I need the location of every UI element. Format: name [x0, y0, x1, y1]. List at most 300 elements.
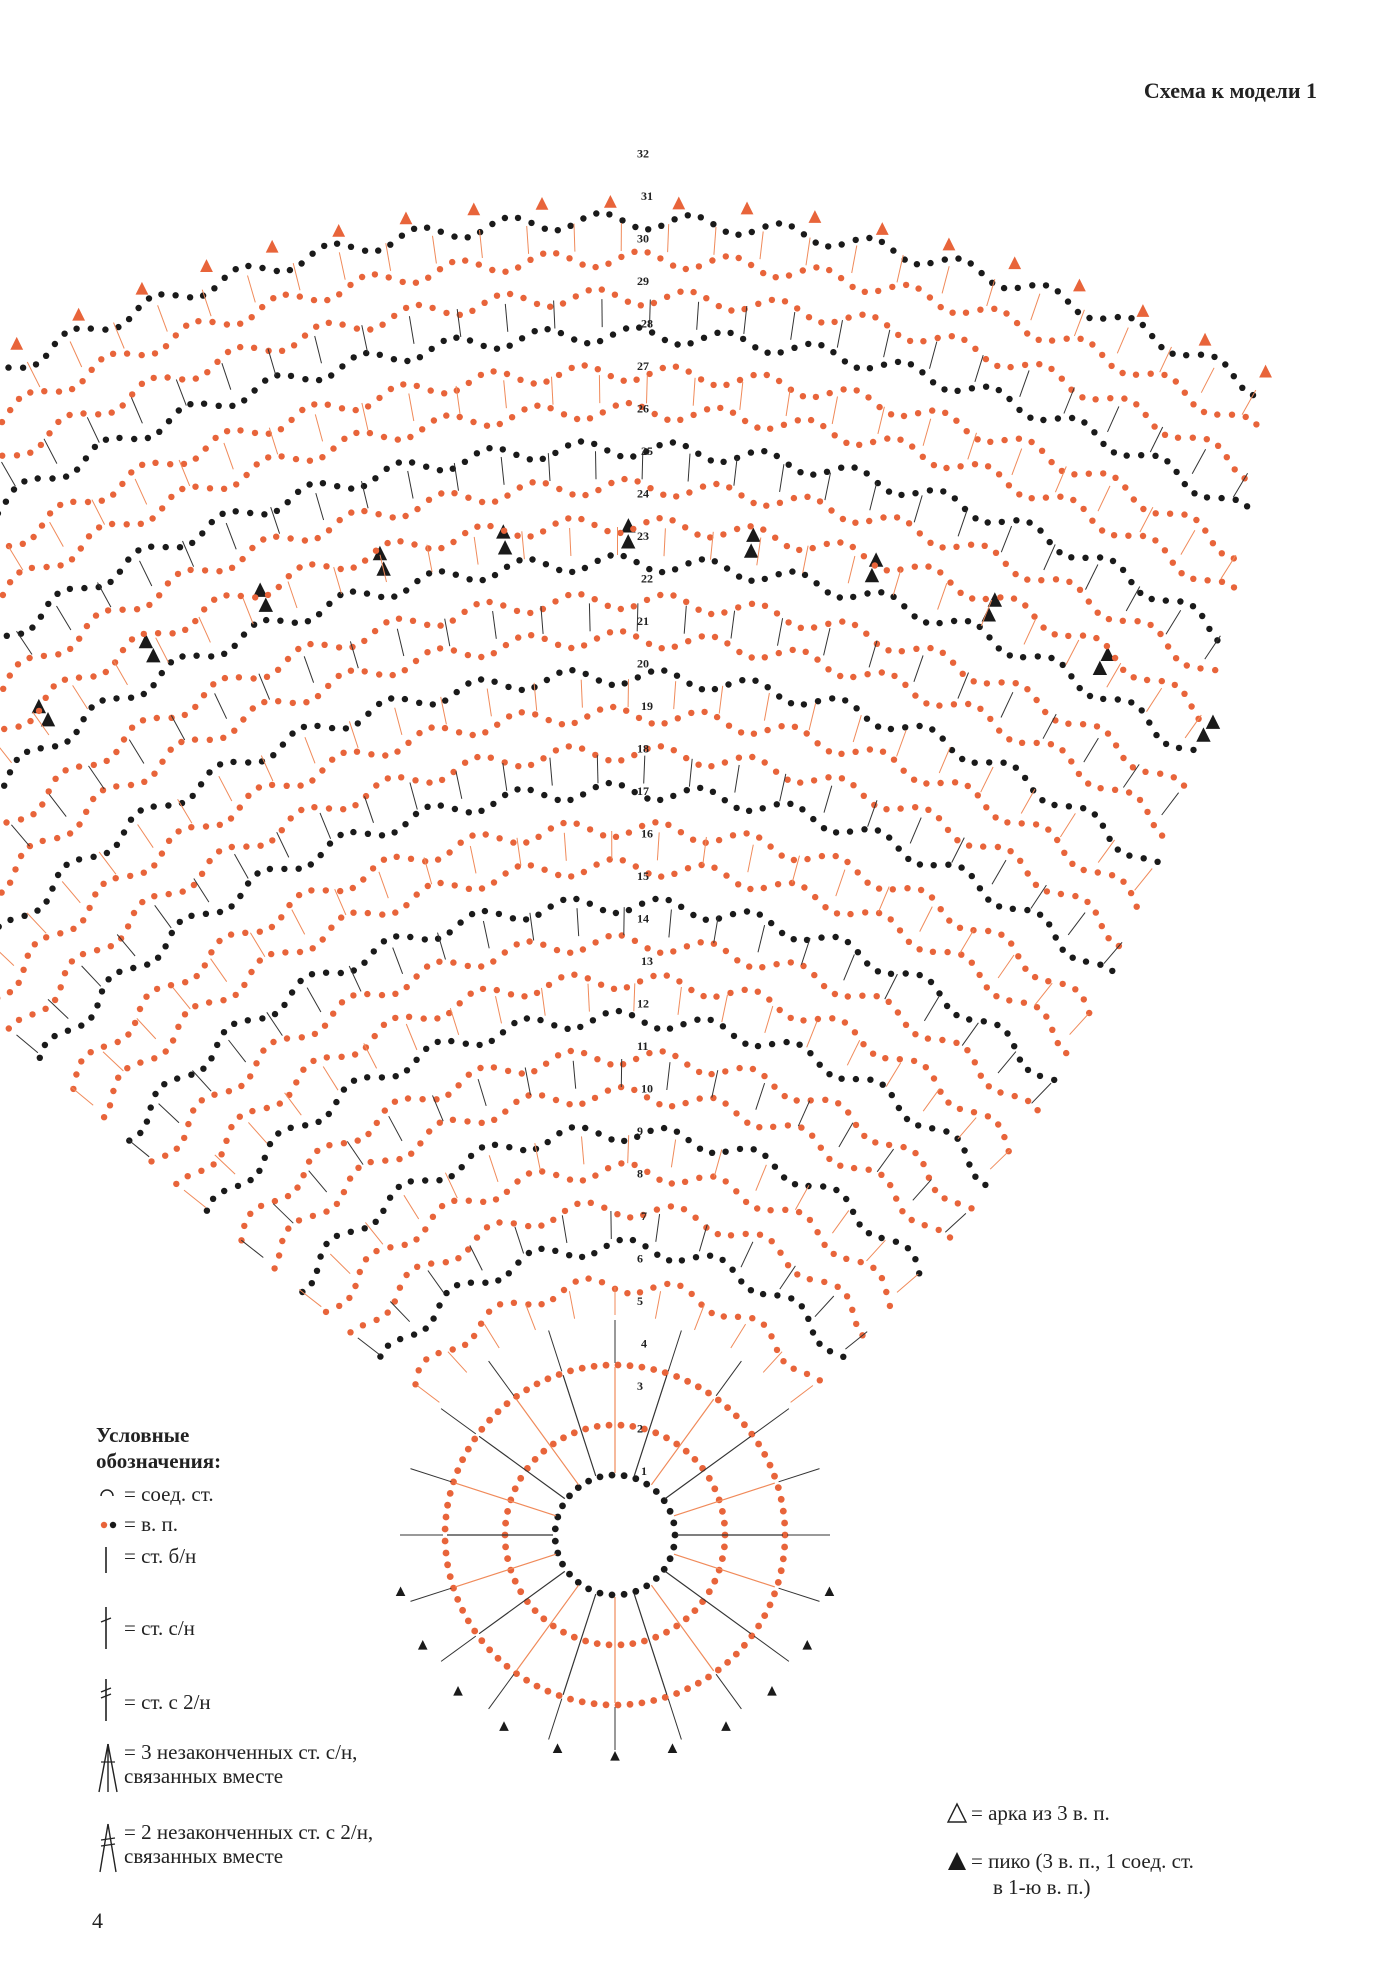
stitch-stroke: [674, 681, 676, 709]
stitch-stroke: [897, 255, 903, 282]
chain-stitch: [690, 837, 696, 843]
stitch-stroke: [754, 1409, 789, 1434]
chain-stitch: [86, 533, 92, 539]
chain-stitch: [336, 1303, 342, 1309]
chain-stitch: [517, 1588, 524, 1595]
chain-stitch: [1086, 315, 1092, 321]
chain-stitch: [726, 723, 732, 729]
chain-stitch: [649, 720, 655, 726]
chain-stitch: [187, 567, 193, 573]
chain-stitch: [1131, 674, 1137, 680]
chain-stitch: [250, 705, 256, 711]
chain-stitch: [3, 819, 9, 825]
chain-stitch: [769, 1041, 775, 1047]
chain-stitch: [392, 1099, 398, 1105]
chain-stitch: [757, 911, 763, 917]
stitch-stroke: [128, 1139, 150, 1157]
chain-stitch: [391, 356, 397, 362]
chain-stitch: [465, 652, 471, 658]
chain-stitch: [92, 891, 98, 897]
chain-stitch: [468, 1153, 474, 1159]
row-number-label: 8: [637, 1166, 643, 1181]
chain-stitch: [282, 949, 288, 955]
chain-stitch: [777, 1250, 783, 1256]
chain-stitch: [99, 988, 105, 994]
chain-stitch: [119, 481, 125, 487]
chain-stitch: [1172, 682, 1178, 688]
chain-stitch: [653, 1575, 660, 1582]
chain-stitch: [270, 295, 276, 301]
chain-stitch: [618, 1160, 624, 1166]
chain-stitch: [314, 723, 320, 729]
chain-stitch: [459, 1607, 466, 1614]
chain-stitch: [966, 842, 972, 848]
chain-stitch: [591, 441, 597, 447]
chain-stitch: [532, 711, 538, 717]
chain-stitch: [996, 645, 1002, 651]
chain-stitch: [293, 456, 299, 462]
stitch-stroke: [347, 1141, 363, 1164]
chain-stitch: [281, 1002, 287, 1008]
chain-stitch: [603, 1362, 610, 1369]
chain-stitch: [685, 865, 691, 871]
chain-stitch: [582, 492, 588, 498]
chain-stitch: [500, 1029, 506, 1035]
chain-stitch: [796, 547, 802, 553]
chain-stitch: [870, 439, 876, 445]
chain-stitch: [942, 256, 948, 262]
chain-stitch: [219, 511, 225, 517]
chain-stitch: [1113, 742, 1119, 748]
chain-stitch: [504, 1663, 511, 1670]
chain-stitch: [912, 490, 918, 496]
chain-stitch: [519, 335, 525, 341]
stitch-stroke: [137, 1018, 156, 1039]
chain-stitch: [667, 1025, 673, 1031]
chain-stitch: [1048, 655, 1054, 661]
chain-stitch: [1104, 643, 1110, 649]
chain-stitch: [209, 519, 215, 525]
stitch-stroke: [668, 224, 669, 252]
chain-stitch: [14, 452, 20, 458]
chain-stitch: [231, 728, 237, 734]
chain-stitch: [417, 354, 423, 360]
chain-stitch: [1025, 1098, 1031, 1104]
chain-stitch: [872, 1139, 878, 1145]
chain-stitch: [743, 1199, 749, 1205]
chain-stitch: [555, 872, 561, 878]
chain-stitch: [952, 779, 958, 785]
chain-stitch: [211, 597, 217, 603]
chain-stitch: [736, 649, 742, 655]
chain-stitch: [1128, 890, 1134, 896]
chain-stitch: [352, 1283, 358, 1289]
stitch-stroke: [159, 1104, 179, 1123]
chain-stitch: [159, 505, 165, 511]
chain-stitch: [852, 1029, 858, 1035]
chain-stitch: [173, 1181, 179, 1187]
chain-stitch: [385, 775, 391, 781]
chain-stitch: [821, 1279, 827, 1285]
chain-stitch: [923, 619, 929, 625]
picot-mark: [621, 534, 635, 548]
picot-mark: [1199, 333, 1212, 346]
chain-stitch: [1011, 1043, 1017, 1049]
chain-stitch: [650, 973, 656, 979]
chain-stitch: [1211, 354, 1217, 360]
chain-stitch: [0, 419, 5, 425]
chain-stitch: [1068, 758, 1074, 764]
chain-stitch: [1222, 361, 1228, 367]
stitch-stroke: [634, 983, 635, 1011]
picot-mark: [672, 197, 685, 210]
chain-stitch: [139, 462, 145, 468]
chain-stitch: [502, 269, 508, 275]
chain-stitch: [474, 1234, 480, 1240]
stitch-stroke: [315, 414, 322, 441]
stitch-stroke: [222, 363, 231, 390]
chain-stitch: [742, 1041, 748, 1047]
chain-stitch: [1190, 401, 1196, 407]
stitch-stroke: [832, 397, 837, 425]
chain-stitch: [781, 422, 787, 428]
chain-stitch: [141, 870, 147, 876]
chain-stitch: [39, 522, 45, 528]
chain-stitch: [435, 1039, 441, 1045]
stitch-stroke: [489, 1361, 514, 1396]
chain-stitch: [833, 853, 839, 859]
chain-stitch: [1046, 921, 1052, 927]
chain-stitch: [1173, 378, 1179, 384]
stitch-stroke: [248, 1122, 267, 1143]
chain-stitch: [482, 1280, 488, 1286]
chain-stitch: [561, 1287, 567, 1293]
chain-stitch: [936, 815, 942, 821]
chain-stitch: [513, 1393, 520, 1400]
chain-stitch: [696, 1069, 702, 1075]
chain-stitch: [888, 971, 894, 977]
stitch-stroke: [689, 759, 692, 787]
chain-stitch: [279, 827, 285, 833]
chain-stitch: [605, 757, 611, 763]
chain-stitch: [328, 925, 334, 931]
chain-stitch: [150, 682, 156, 688]
chain-stitch: [591, 522, 597, 528]
chain-stitch: [90, 796, 96, 802]
chain-stitch: [1024, 576, 1030, 582]
chain-stitch: [679, 1257, 685, 1263]
chain-stitch: [566, 1101, 572, 1107]
chain-stitch: [657, 950, 663, 956]
chain-stitch: [566, 1493, 573, 1500]
chain-stitch: [494, 293, 500, 299]
chain-stitch: [690, 412, 696, 418]
chain-stitch: [574, 1201, 580, 1207]
chain-stitch: [52, 743, 58, 749]
chain-stitch: [146, 602, 152, 608]
chain-stitch: [777, 1007, 783, 1013]
chain-stitch: [236, 674, 242, 680]
chain-stitch: [528, 862, 534, 868]
chain-stitch: [903, 1022, 909, 1028]
chain-stitch: [88, 1014, 94, 1020]
chain-stitch: [767, 1462, 774, 1469]
chain-stitch: [1143, 412, 1149, 418]
chain-stitch: [559, 1503, 566, 1510]
chain-stitch: [54, 591, 60, 597]
chain-stitch: [541, 867, 547, 873]
chain-stitch: [437, 622, 443, 628]
chain-stitch: [545, 1375, 552, 1382]
chain-stitch: [1097, 554, 1103, 560]
stitch-stroke: [409, 316, 414, 344]
chain-stitch: [850, 544, 856, 550]
chain-stitch: [187, 401, 193, 407]
chain-stitch: [791, 857, 797, 863]
chain-stitch: [166, 891, 172, 897]
chain-stitch: [52, 776, 58, 782]
chain-stitch: [920, 454, 926, 460]
chain-stitch: [1126, 852, 1132, 858]
chain-stitch: [353, 430, 359, 436]
chain-stitch: [338, 566, 344, 572]
stitch-stroke: [1035, 983, 1052, 1005]
stitch-stroke: [791, 1386, 813, 1403]
chain-stitch: [807, 1050, 813, 1056]
chain-stitch: [69, 556, 75, 562]
stitch-stroke: [530, 913, 534, 941]
stitch-stroke: [597, 755, 598, 783]
stitch-stroke: [839, 1123, 853, 1147]
chain-stitch: [428, 1260, 434, 1266]
chain-stitch: [1125, 533, 1131, 539]
chain-stitch: [437, 645, 443, 651]
chain-stitch: [597, 338, 603, 344]
stitch-stroke: [1181, 530, 1195, 554]
stitch-stroke: [505, 304, 508, 332]
chain-stitch: [884, 567, 890, 573]
chain-stitch: [443, 1259, 449, 1265]
chain-stitch: [886, 999, 892, 1005]
chain-stitch: [309, 777, 315, 783]
chain-stitch: [438, 229, 444, 235]
chain-stitch: [554, 1514, 561, 1521]
chain-stitch: [844, 859, 850, 865]
chain-stitch: [1054, 837, 1060, 843]
chain-stitch: [654, 1252, 660, 1258]
chain-stitch: [523, 916, 529, 922]
chain-stitch: [0, 510, 1, 516]
chain-stitch: [800, 393, 806, 399]
chain-stitch: [1019, 820, 1025, 826]
chain-stitch: [795, 417, 801, 423]
chain-stitch: [119, 607, 125, 613]
chain-stitch: [291, 342, 297, 348]
chain-stitch: [618, 757, 624, 763]
chain-stitch: [1081, 996, 1087, 1002]
chain-stitch: [20, 365, 26, 371]
chain-stitch: [925, 563, 931, 569]
chain-stitch: [502, 1520, 509, 1527]
chain-stitch: [681, 1206, 687, 1212]
chain-stitch: [447, 929, 453, 935]
chain-stitch: [1013, 765, 1019, 771]
chain-stitch: [320, 936, 326, 942]
chain-stitch: [773, 769, 779, 775]
chain-stitch: [755, 1043, 761, 1049]
chain-stitch: [611, 986, 617, 992]
stitch-stroke: [731, 611, 735, 639]
chain-stitch: [338, 1054, 344, 1060]
picot-mark: [396, 1586, 406, 1596]
chain-stitch: [110, 351, 116, 357]
chain-stitch: [466, 886, 472, 892]
chain-stitch: [426, 779, 432, 785]
chain-stitch: [285, 1193, 291, 1199]
stitch-stroke: [504, 380, 507, 408]
chain-stitch: [69, 958, 75, 964]
chain-stitch: [780, 1508, 787, 1515]
chain-stitch: [1048, 366, 1054, 372]
chain-stitch: [362, 248, 368, 254]
chain-stitch: [678, 829, 684, 835]
stitch-stroke: [1086, 565, 1098, 590]
stitch-stroke: [445, 619, 450, 647]
chain-stitch: [594, 1640, 601, 1647]
stitch-stroke: [741, 1242, 753, 1267]
chain-stitch: [482, 908, 488, 914]
chain-stitch: [478, 372, 484, 378]
picot-mark: [400, 212, 413, 225]
chain-stitch: [274, 268, 280, 274]
chain-stitch: [690, 912, 696, 918]
chain-stitch: [455, 1082, 461, 1088]
stitch-stroke: [17, 1035, 38, 1053]
chain-stitch: [80, 716, 86, 722]
chain-stitch: [635, 674, 641, 680]
chain-stitch: [256, 784, 262, 790]
chain-stitch: [468, 1280, 474, 1286]
chain-stitch: [927, 487, 933, 493]
chain-stitch: [386, 274, 392, 280]
chain-stitch: [674, 673, 680, 679]
chain-stitch: [368, 751, 374, 757]
chain-stitch: [323, 1309, 329, 1315]
chain-stitch: [302, 332, 308, 338]
chain-stitch: [814, 1229, 820, 1235]
chain-stitch: [1100, 470, 1106, 476]
chain-stitch: [713, 481, 719, 487]
chain-stitch: [715, 1667, 722, 1674]
chain-stitch: [903, 282, 909, 288]
chain-stitch: [813, 580, 819, 586]
chain-stitch: [1012, 1093, 1018, 1099]
chain-stitch: [1182, 481, 1188, 487]
chain-stitch: [1091, 429, 1097, 435]
chain-stitch: [1015, 953, 1021, 959]
chain-stitch: [853, 1122, 859, 1128]
stitch-stroke: [365, 1222, 383, 1244]
stitch-stroke: [397, 629, 404, 656]
chain-stitch: [814, 656, 820, 662]
chain-stitch: [478, 676, 484, 682]
chain-stitch: [559, 1561, 566, 1568]
chain-stitch: [310, 1213, 316, 1219]
chain-stitch: [288, 1125, 294, 1131]
chain-stitch: [504, 564, 510, 570]
chain-stitch: [137, 1130, 143, 1136]
chain-stitch: [695, 1680, 702, 1687]
chain-stitch: [776, 220, 782, 226]
picot-mark: [467, 203, 480, 216]
chain-stitch: [164, 374, 170, 380]
chain-stitch: [278, 914, 284, 920]
chain-stitch: [595, 487, 601, 493]
chain-stitch: [352, 802, 358, 808]
chain-stitch: [1084, 899, 1090, 905]
chain-stitch: [785, 1262, 791, 1268]
chain-stitch: [904, 885, 910, 891]
chain-stitch: [179, 653, 185, 659]
chain-stitch: [100, 881, 106, 887]
chain-stitch: [853, 1076, 859, 1082]
chain-stitch: [500, 446, 506, 452]
chain-stitch: [1140, 533, 1146, 539]
chain-stitch: [78, 545, 84, 551]
stitch-stroke: [815, 1296, 834, 1317]
chain-stitch: [762, 654, 768, 660]
chain-stitch: [1142, 769, 1148, 775]
chain-stitch: [982, 543, 988, 549]
chain-stitch: [985, 519, 991, 525]
chain-stitch: [400, 279, 406, 285]
stitch-stroke: [1098, 840, 1114, 863]
chain-stitch: [220, 735, 226, 741]
chain-stitch: [554, 947, 560, 953]
chain-stitch: [755, 1623, 762, 1630]
chain-stitch: [883, 806, 889, 812]
picot-mark: [865, 568, 879, 582]
chain-stitch: [817, 1377, 823, 1383]
chain-stitch: [1153, 510, 1159, 516]
stitch-stroke: [8, 546, 23, 570]
chain-stitch: [438, 802, 444, 808]
chain-stitch: [897, 1056, 903, 1062]
chain-stitch: [818, 342, 824, 348]
chain-stitch: [940, 735, 946, 741]
chain-stitch: [664, 972, 670, 978]
chain-stitch: [54, 835, 60, 841]
chain-stitch: [556, 1371, 563, 1378]
chain-stitch: [1069, 861, 1075, 867]
chain-stitch: [1045, 826, 1051, 832]
row-number-label: 2: [637, 1421, 643, 1436]
chain-stitch: [79, 378, 85, 384]
legend-item-treble-crochet: [96, 1676, 211, 1724]
chain-stitch: [521, 993, 527, 999]
stitch-stroke: [503, 763, 507, 791]
chain-stitch: [769, 1238, 775, 1244]
chain-stitch: [733, 1651, 740, 1658]
chain-stitch: [471, 1436, 478, 1443]
chain-stitch: [144, 961, 150, 967]
chain-stitch: [384, 540, 390, 546]
page-number: 4: [92, 1908, 103, 1933]
chain-stitch: [575, 1484, 582, 1491]
chain-stitch: [74, 466, 80, 472]
chain-stitch: [495, 1408, 502, 1415]
chain-stitch: [1231, 584, 1237, 590]
